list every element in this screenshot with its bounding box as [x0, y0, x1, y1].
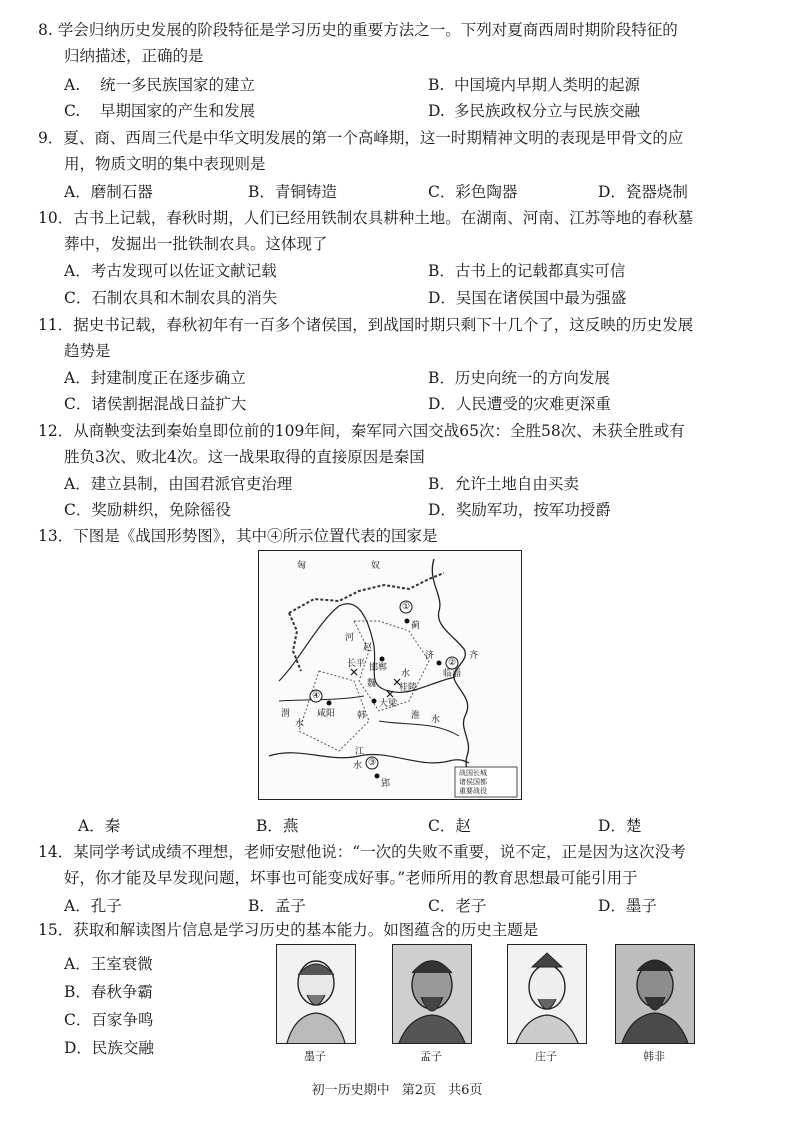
- portrait-label-hanfei: 韩非: [643, 1050, 665, 1063]
- map-label-handan: 邯郸: [369, 663, 388, 673]
- map-label-han: 韩: [357, 711, 367, 721]
- q10-option-d[interactable]: D．吴国在诸侯国中最为强盛: [428, 289, 627, 307]
- map-label-shui-4: 水: [431, 715, 441, 725]
- q8-option-a-letter: A.: [64, 76, 81, 94]
- portrait-label-zhuangzi: 庄子: [535, 1050, 557, 1063]
- q8-option-c[interactable]: [64, 99, 255, 123]
- portrait-zhuangzi: [507, 944, 587, 1044]
- page-footer: [0, 1082, 794, 1100]
- q11-option-d[interactable]: D．人民遭受的灾难更深重: [428, 395, 611, 413]
- portrait-label-mozi: 墨子: [304, 1050, 326, 1063]
- q12-stem-line1: 12．从商鞅变法到秦始皇即位前的109年间，秦军同六国交战65次：全胜58次、未获全胜或有: [38, 422, 685, 440]
- portrait-mengzi-drawing: [393, 945, 471, 1043]
- q10-option-c[interactable]: C．石制农具和木制农具的消失: [64, 289, 278, 307]
- q11-option-c[interactable]: C．诸侯割据混战日益扩大: [64, 395, 247, 413]
- map-label-wei-state: 魏: [367, 679, 377, 689]
- map-label-daliang: 大梁: [379, 699, 398, 709]
- map-label-linzi: 临淄: [443, 669, 462, 679]
- q13-option-d[interactable]: D．楚: [598, 817, 642, 835]
- q14-option-a[interactable]: A．孔子: [64, 897, 122, 915]
- map-label-huai: 淮: [411, 711, 421, 721]
- q15-option-c[interactable]: C．百家争鸣: [64, 1011, 154, 1029]
- q8-stem-line2: 归纳描述，正确的是: [64, 47, 204, 65]
- footer-page: 第2页: [401, 1083, 436, 1098]
- q14-option-c[interactable]: C．老子: [428, 897, 487, 915]
- legend-item-battle: 重要战役: [459, 787, 487, 795]
- q8-option-b[interactable]: [428, 73, 640, 97]
- q8-option-d-letter: D.: [428, 102, 445, 120]
- q9-option-c[interactable]: C．彩色陶器: [428, 183, 518, 201]
- map-label-guiling: 桂陵: [399, 683, 418, 693]
- map-label-ji-capital: 蓟: [411, 621, 421, 631]
- q9-stem-line1: 9．夏、商、西周三代是中华文明发展的第一个高峰期，这一时期精神文明的表现是甲骨文的应: [38, 129, 684, 147]
- q11-option-b[interactable]: B．历史向统一的方向发展: [428, 369, 610, 387]
- capital-ji: [405, 619, 410, 624]
- warring-states-map: [258, 550, 522, 800]
- q11-stem-line1: 11．据史书记载，春秋初年有一百多个诸侯国，到战国时期只剩下十几个了，这反映的历史发展: [38, 316, 694, 334]
- q8-stem-line1: 8. 学会归纳历史发展的阶段特征是学习历史的重要方法之一。下列对夏商西周时期阶段特征的: [38, 21, 678, 39]
- map-drawing: [259, 551, 521, 799]
- portrait-hanfei-drawing: [616, 945, 694, 1043]
- map-marker-4: ④: [312, 691, 321, 701]
- q14-option-b[interactable]: B．孟子: [248, 897, 306, 915]
- q12-option-a[interactable]: A．建立县制，由国君派官吏治理: [64, 475, 293, 493]
- map-marker-2: ②: [448, 658, 457, 668]
- q14-option-d[interactable]: D．墨子: [598, 897, 657, 915]
- portrait-mengzi: [392, 944, 472, 1044]
- q15-stem: 15．获取和解读图片信息是学习历史的基本能力。如图蕴含的历史主题是: [38, 921, 539, 939]
- map-label-wei-river: 渭: [281, 709, 291, 719]
- map-label-nu: 奴: [371, 561, 381, 571]
- map-label-shui-3: 水: [353, 761, 363, 771]
- q9-option-d[interactable]: D．瓷器烧制: [598, 183, 688, 201]
- q9-option-b[interactable]: B．青铜铸造: [248, 183, 337, 201]
- capital-handan: [380, 657, 385, 662]
- huai-river: [379, 721, 459, 736]
- capital-linzi: [437, 661, 442, 666]
- q15-option-a[interactable]: A．王室衰微: [64, 955, 153, 973]
- q12-option-c[interactable]: C．奖励耕织，免除徭役: [64, 501, 231, 519]
- capital-daliang: [372, 699, 377, 704]
- q10-stem-line2: 葬中，发掘出一批铁制农具。这体现了: [64, 235, 328, 253]
- q9-stem-line2: 用，物质文明的集中表现则是: [64, 155, 266, 173]
- map-label-ying: 郢: [381, 779, 391, 789]
- capital-ying: [375, 774, 380, 779]
- portrait-hanfei: [615, 944, 695, 1044]
- map-label-zhao: 赵: [363, 643, 373, 653]
- q12-stem-line2: 胜负3次、败北4次。这一战果取得的直接原因是秦国: [64, 448, 425, 466]
- q12-option-b[interactable]: B．允许土地自由买卖: [428, 475, 579, 493]
- q8-option-b-letter: B.: [428, 76, 445, 94]
- q10-stem-line1: 10．古书上记载，春秋时期，人们已经用铁制农具耕种土地。在湖南、河南、江苏等地的春秋墓: [38, 209, 694, 227]
- q11-option-a[interactable]: A．封建制度正在逐步确立: [64, 369, 246, 387]
- legend-item-wall: 战国长城: [459, 769, 487, 777]
- capital-xianyang: [327, 701, 332, 706]
- footer-course: 初一历史期中: [311, 1083, 390, 1098]
- q14-stem-line2: 好，你才能及早发现问题，坏事也可能变成好事。”老师所用的教育思想最可能引用于: [64, 869, 638, 887]
- q13-stem: 13．下图是《战国形势图》，其中④所示位置代表的国家是: [38, 527, 438, 545]
- legend-item-capital: 诸侯国都: [459, 778, 487, 786]
- q8-option-b-text: 中国境内早期人类明的起源: [454, 76, 641, 94]
- q13-option-a[interactable]: A．秦: [78, 817, 121, 835]
- q15-option-d[interactable]: D．民族交融: [64, 1039, 154, 1057]
- map-label-shui-2: 水: [295, 719, 305, 729]
- portrait-mozi: [276, 944, 356, 1044]
- map-label-xiong: 匈: [297, 561, 307, 571]
- map-label-xianyang: 咸阳: [317, 709, 336, 719]
- q8-option-c-text: 早期国家的产生和发展: [100, 102, 256, 120]
- footer-total: 共6页: [448, 1083, 483, 1098]
- map-label-qi: 齐: [469, 651, 479, 661]
- map-marker-1: ①: [402, 602, 411, 612]
- q8-option-a-text: 统一多民族国家的建立: [100, 76, 256, 94]
- q15-option-b[interactable]: B．春秋争霸: [64, 983, 153, 1001]
- portrait-zhuangzi-drawing: [508, 945, 586, 1043]
- state-borders: [354, 621, 429, 711]
- map-label-shui-1: 水: [401, 669, 411, 679]
- q9-option-a[interactable]: A．磨制石器: [64, 183, 153, 201]
- q12-option-d[interactable]: D．奖励军功，按军功授爵: [428, 501, 611, 519]
- q14-stem-line1: 14．某同学考试成绩不理想，老师安慰他说：“一次的失败不重要，说不定，正是因为这次没考: [38, 843, 686, 861]
- q8-option-c-letter: C.: [64, 102, 81, 120]
- q10-option-a[interactable]: A．考古发现可以佐证文献记载: [64, 262, 277, 280]
- q8-option-d-text: 多民族政权分立与民族交融: [454, 102, 641, 120]
- q10-option-b[interactable]: B．古书上的记载都真实可信: [428, 262, 626, 280]
- map-label-jiang: 江: [355, 747, 365, 757]
- q11-stem-line2: 趋势是: [64, 342, 111, 360]
- map-label-ji-river: 济: [425, 651, 435, 661]
- q8-option-a[interactable]: [64, 73, 255, 97]
- portrait-label-mengzi: 孟子: [420, 1050, 442, 1063]
- map-label-he: 河: [345, 633, 355, 643]
- portrait-mozi-drawing: [277, 945, 355, 1043]
- great-wall: [289, 573, 444, 613]
- map-label-changping: 长平: [347, 659, 366, 669]
- q13-option-b[interactable]: B．燕: [256, 817, 299, 835]
- q13-option-c[interactable]: C．赵: [428, 817, 471, 835]
- map-marker-3: ③: [368, 758, 377, 768]
- q8-option-d[interactable]: [428, 99, 640, 123]
